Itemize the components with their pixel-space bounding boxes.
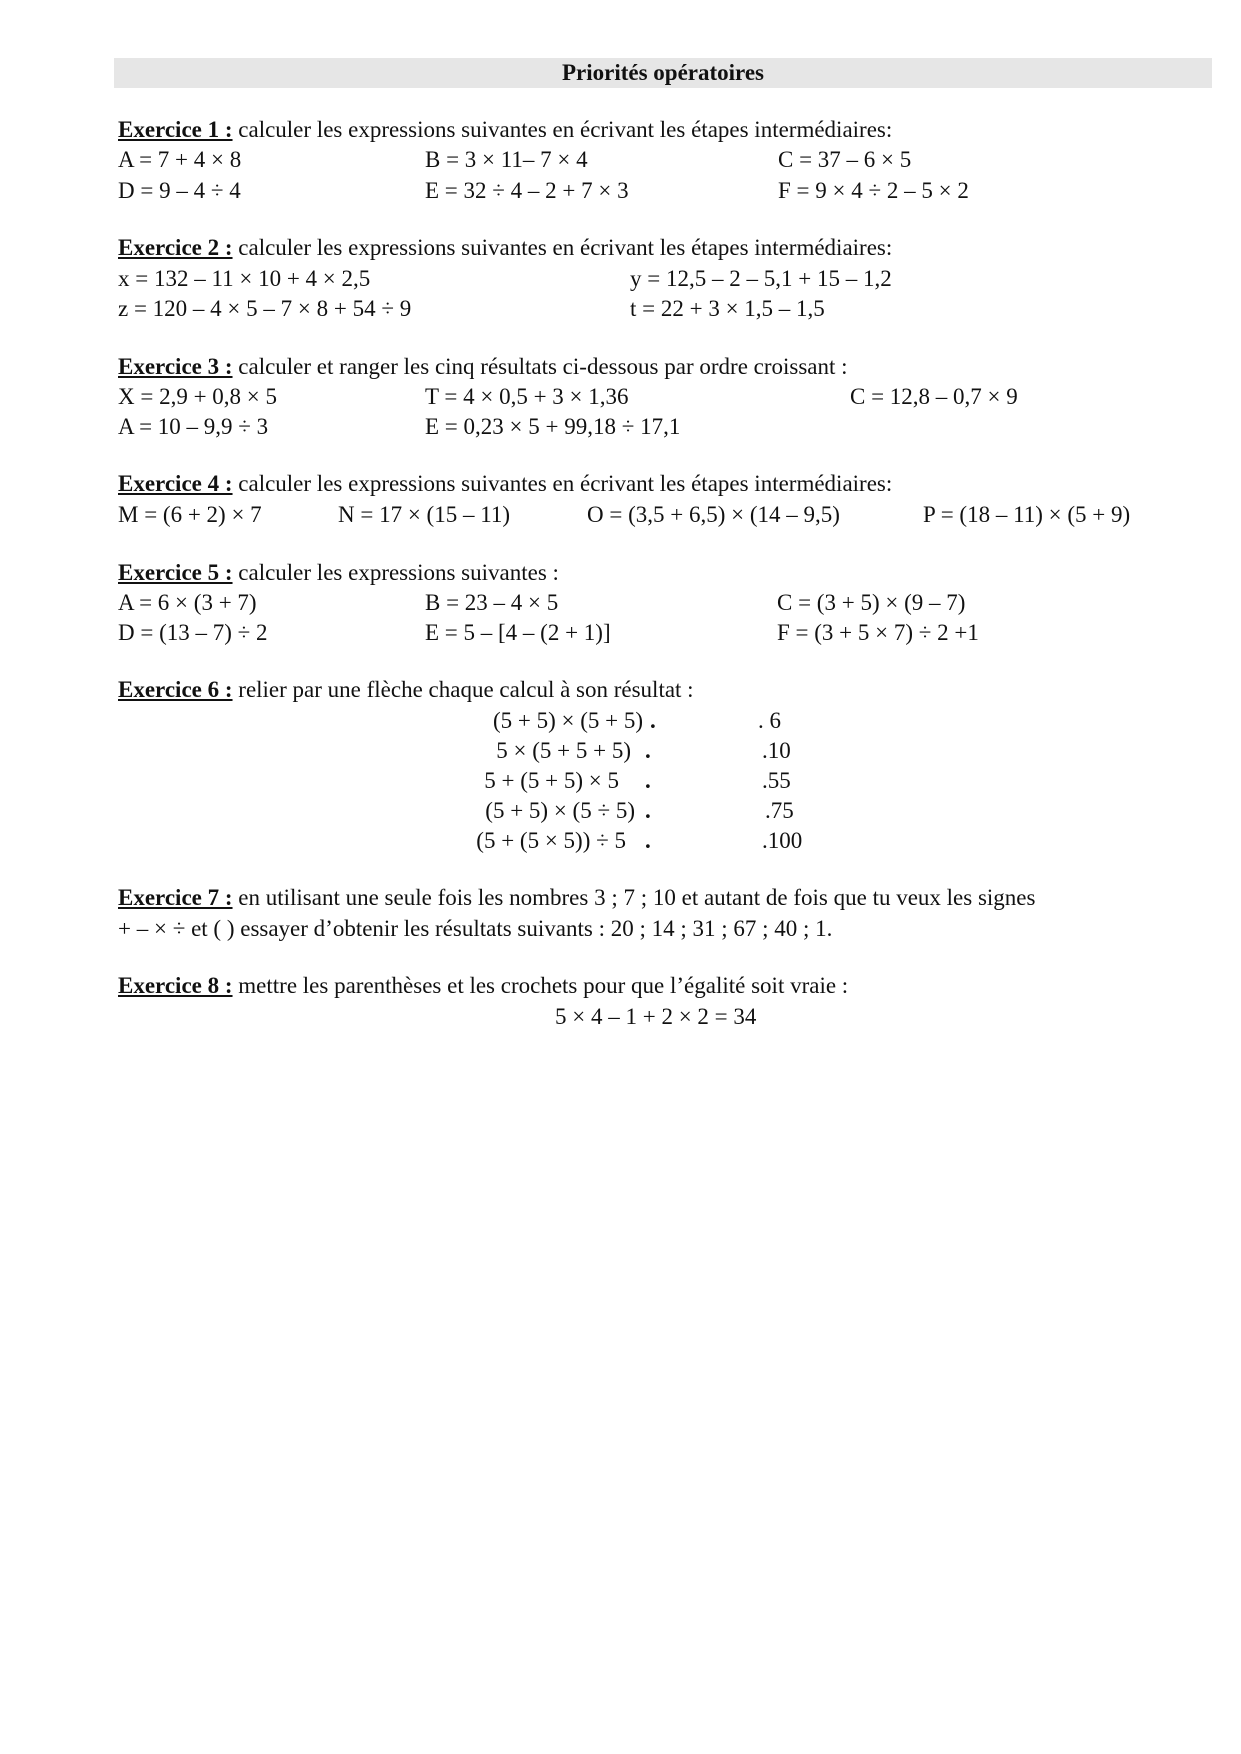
ex1-item-c: C = 37 – 6 × 5 <box>778 147 912 172</box>
exercise-5-instruction: calculer les expressions suivantes : <box>232 560 559 585</box>
ex3-item-a: A = 10 – 9,9 ÷ 3 <box>118 414 269 439</box>
exercise-3-heading <box>118 352 848 382</box>
exercise-3-label: Exercice 3 : <box>118 354 233 379</box>
ex6-left-dot-4[interactable]: . <box>645 798 651 823</box>
ex1-item-d: D = 9 – 4 ÷ 4 <box>118 178 241 203</box>
ex2-item-x: x = 132 – 11 × 10 + 4 × 2,5 <box>118 266 371 291</box>
ex6-calc-2: 5 × (5 + 5 + 5) <box>496 738 631 763</box>
exercise-4-instruction: calculer les expressions suivantes en écrivant les étapes intermédiaires: <box>232 471 893 496</box>
ex6-left-dot-2[interactable]: . <box>645 738 651 763</box>
ex6-result-1[interactable]: . 6 <box>758 708 781 733</box>
ex6-calc-1: (5 + 5) × (5 + 5) <box>492 708 643 733</box>
exercise-4-heading <box>118 469 892 499</box>
exercise-2-heading <box>118 233 892 263</box>
exercise-7-instruction: en utilisant une seule fois les nombres 3 ; 7 ; 10 et autant de fois que tu veux les signes <box>232 885 1036 910</box>
ex5-item-d: D = (13 – 7) ÷ 2 <box>118 620 268 645</box>
exercise-1-instruction: calculer les expressions suivantes en écrivant les étapes intermédiaires: <box>232 117 893 142</box>
exercise-7-label: Exercice 7 : <box>118 885 233 910</box>
ex4-item-m: M = (6 + 2) × 7 <box>118 502 262 527</box>
ex5-item-c: C = (3 + 5) × (9 – 7) <box>777 590 966 615</box>
ex1-item-e: E = 32 ÷ 4 – 2 + 7 × 3 <box>425 178 629 203</box>
exercise-7-line-2: + – × ÷ et ( ) essayer d’obtenir les résultats suivants : 20 ; 14 ; 31 ; 67 ; 40 ; 1. <box>118 916 833 941</box>
ex6-calc-3: 5 + (5 + 5) × 5 <box>484 768 619 793</box>
exercise-6-label: Exercice 6 : <box>118 677 233 702</box>
ex4-item-p: P = (18 – 11) × (5 + 9) <box>923 502 1131 527</box>
ex6-calc-5: (5 + (5 × 5)) ÷ 5 <box>476 828 626 853</box>
exercise-1-label: Exercice 1 : <box>118 117 233 142</box>
ex6-calc-4: (5 + 5) × (5 ÷ 5) <box>485 798 635 823</box>
exercise-6-instruction: relier par une flèche chaque calcul à son résultat : <box>232 677 694 702</box>
exercise-8-equation: 5 × 4 – 1 + 2 × 2 = 34 <box>555 1004 757 1029</box>
ex6-left-dot-5[interactable]: . <box>645 828 651 853</box>
ex6-left-dot-1[interactable]: . <box>650 708 656 733</box>
exercise-6-heading <box>118 675 694 705</box>
ex1-item-a: A = 7 + 4 × 8 <box>118 147 242 172</box>
ex6-result-3[interactable]: .55 <box>762 768 791 793</box>
ex3-item-c: C = 12,8 – 0,7 × 9 <box>850 384 1018 409</box>
ex2-item-y: y = 12,5 – 2 – 5,1 + 15 – 1,2 <box>630 266 892 291</box>
exercise-8-heading <box>118 971 848 1001</box>
page-title: Priorités opératoires <box>114 58 1212 88</box>
ex6-left-dot-3[interactable]: . <box>645 768 651 793</box>
ex4-item-o: O = (3,5 + 6,5) × (14 – 9,5) <box>587 502 840 527</box>
exercise-8-label: Exercice 8 : <box>118 973 233 998</box>
exercise-2-label: Exercice 2 : <box>118 235 233 260</box>
ex1-item-f: F = 9 × 4 ÷ 2 – 5 × 2 <box>778 178 969 203</box>
exercise-4-label: Exercice 4 : <box>118 471 233 496</box>
ex1-item-b: B = 3 × 11– 7 × 4 <box>425 147 588 172</box>
ex6-result-2[interactable]: .10 <box>762 738 791 763</box>
ex4-item-n: N = 17 × (15 – 11) <box>338 502 511 527</box>
ex2-item-z: z = 120 – 4 × 5 – 7 × 8 + 54 ÷ 9 <box>118 296 412 321</box>
exercise-3-instruction: calculer et ranger les cinq résultats ci-dessous par ordre croissant : <box>232 354 848 379</box>
exercise-8-instruction: mettre les parenthèses et les crochets pour que l’égalité soit vraie : <box>232 973 849 998</box>
ex5-item-b: B = 23 – 4 × 5 <box>425 590 559 615</box>
ex5-item-e: E = 5 – [4 – (2 + 1)] <box>425 620 611 645</box>
exercise-7-heading <box>118 883 1035 913</box>
ex5-item-a: A = 6 × (3 + 7) <box>118 590 257 615</box>
ex6-result-4[interactable]: .75 <box>765 798 794 823</box>
exercise-1-heading <box>118 115 892 145</box>
ex6-result-5[interactable]: .100 <box>762 828 803 853</box>
ex5-item-f: F = (3 + 5 × 7) ÷ 2 +1 <box>777 620 979 645</box>
ex3-item-x: X = 2,9 + 0,8 × 5 <box>118 384 278 409</box>
exercise-5-label: Exercice 5 : <box>118 560 233 585</box>
ex3-item-e: E = 0,23 × 5 + 99,18 ÷ 17,1 <box>425 414 681 439</box>
exercise-2-instruction: calculer les expressions suivantes en écrivant les étapes intermédiaires: <box>232 235 893 260</box>
ex2-item-t: t = 22 + 3 × 1,5 – 1,5 <box>630 296 825 321</box>
exercise-5-heading <box>118 558 559 588</box>
ex3-item-t: T = 4 × 0,5 + 3 × 1,36 <box>425 384 629 409</box>
